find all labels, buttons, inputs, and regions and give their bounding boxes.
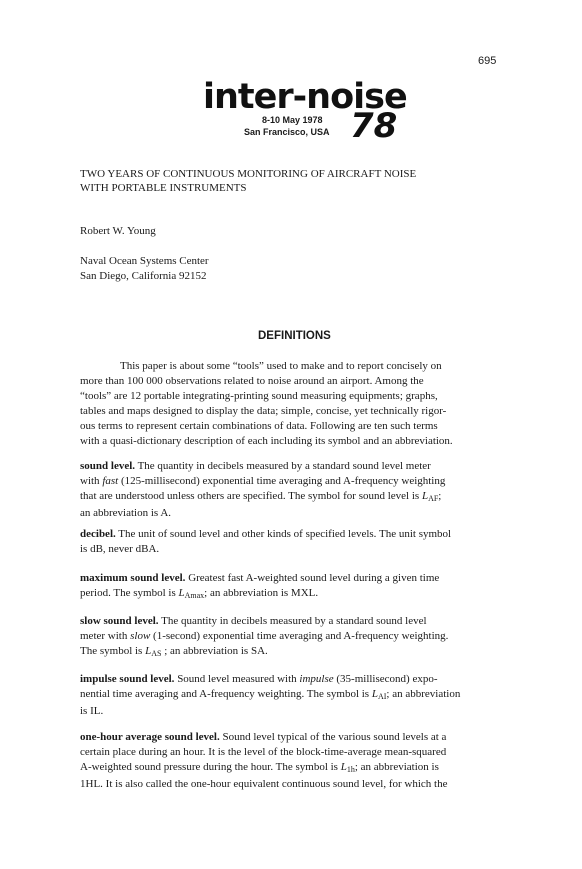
definition-text: (125-millisecond) exponential time averaging and A-frequency weighting bbox=[118, 475, 446, 487]
definition-emphasis: impulse bbox=[299, 673, 334, 685]
symbol: L bbox=[178, 587, 185, 599]
conference-year-mark: 78 bbox=[350, 106, 398, 146]
title-line: WITH PORTABLE INSTRUMENTS bbox=[80, 182, 247, 194]
symbol: L bbox=[340, 761, 347, 773]
definition-text: ; an abbreviation is MXL. bbox=[204, 587, 319, 599]
definition-text: Sound level typical of the various sound levels at a bbox=[219, 731, 447, 743]
definition-text: ; an abbreviation is SA. bbox=[161, 645, 268, 657]
definition-text: Sound level measured with bbox=[174, 673, 300, 685]
symbol-subscript: AF bbox=[428, 494, 439, 503]
definition-maximum-sound-level bbox=[80, 571, 502, 603]
definition-text: period. The symbol is bbox=[80, 587, 179, 599]
definition-text: The quantity in decibels measured by a standard sound level bbox=[158, 615, 427, 627]
definition-text: The quantity in decibels measured by a standard sound level meter bbox=[135, 460, 431, 472]
definition-text: The unit of sound level and other kinds of specified levels. The unit symbol bbox=[115, 528, 452, 540]
definition-emphasis: fast bbox=[102, 475, 119, 487]
symbol: L bbox=[421, 490, 429, 502]
definition-text: an abbreviation is A. bbox=[80, 507, 172, 519]
definition-text: is dB, never dBA. bbox=[80, 543, 160, 555]
affiliation bbox=[80, 254, 209, 284]
definition-sound-level bbox=[80, 459, 502, 521]
definition-slow-sound-level bbox=[80, 614, 502, 661]
text-line: tables and maps designed to display the data; simple, concise, yet technically rigor- bbox=[80, 405, 447, 417]
text-line: This paper is about some “tools” used to make and to report concisely on bbox=[120, 360, 442, 372]
conference-logo-wordmark: inter-noise bbox=[203, 77, 407, 117]
page-number: 695 bbox=[478, 55, 497, 67]
definition-text: nential time averaging and A-frequency weighting. The symbol is bbox=[80, 688, 372, 700]
symbol-subscript: AS bbox=[151, 649, 162, 658]
conference-location: San Francisco, USA bbox=[244, 127, 330, 137]
definition-term: one-hour average sound level. bbox=[80, 731, 220, 743]
definition-text: with bbox=[80, 475, 103, 487]
definition-text: ; bbox=[438, 490, 442, 502]
symbol-subscript: 1h bbox=[346, 765, 355, 774]
definition-term: decibel. bbox=[80, 528, 116, 540]
symbol-subscript: Amax bbox=[184, 591, 205, 600]
definition-term: sound level. bbox=[80, 460, 136, 472]
definition-text: (35-millisecond) expo- bbox=[333, 673, 438, 685]
definition-text: ; an abbreviation is bbox=[354, 761, 439, 773]
definition-text: 1HL. It is also called the one-hour equivalent continuous sound level, for which the bbox=[80, 778, 448, 790]
symbol-subscript: AI bbox=[377, 692, 387, 701]
section-heading: DEFINITIONS bbox=[258, 330, 331, 342]
definition-emphasis: slow bbox=[130, 630, 151, 642]
symbol: L bbox=[145, 645, 152, 657]
affiliation-line: Naval Ocean Systems Center bbox=[80, 255, 209, 267]
definition-text: that are understood unless others are specified. The symbol for sound level is bbox=[80, 490, 422, 502]
conference-dates: 8-10 May 1978 bbox=[262, 115, 323, 125]
definition-text: is IL. bbox=[80, 705, 104, 717]
definition-text: The symbol is bbox=[80, 645, 146, 657]
paper-title bbox=[80, 167, 416, 195]
definition-term: impulse sound level. bbox=[80, 673, 175, 685]
definition-impulse-sound-level bbox=[80, 672, 502, 719]
definition-text: A-weighted sound pressure during the hour. The symbol is bbox=[80, 761, 341, 773]
text-line: with a quasi-dictionary description of each including its symbol and an abbreviation. bbox=[80, 435, 453, 447]
definition-term: maximum sound level. bbox=[80, 572, 186, 584]
symbol: L bbox=[371, 688, 378, 700]
title-line: TWO YEARS OF CONTINUOUS MONITORING OF AIRCRAFT NOISE bbox=[80, 168, 417, 180]
definition-one-hour-average bbox=[80, 730, 502, 792]
text-line: more than 100 000 observations related to noise around an airport. Among the bbox=[80, 375, 424, 387]
definition-text: ; an abbreviation bbox=[386, 688, 461, 700]
definition-term: slow sound level. bbox=[80, 615, 159, 627]
affiliation-line: San Diego, California 92152 bbox=[80, 270, 207, 282]
definition-decibel bbox=[80, 527, 502, 557]
definition-text: Greatest fast A-weighted sound level during a given time bbox=[185, 572, 440, 584]
definition-text: meter with bbox=[80, 630, 131, 642]
definition-text: certain place during an hour. It is the level of the block-time-average mean-squared bbox=[80, 746, 447, 758]
text-line: “tools” are 12 portable integrating-printing sound measuring equipments; graphs, bbox=[80, 390, 438, 402]
definition-text: (1-second) exponential time averaging and A-frequency weighting. bbox=[150, 630, 449, 642]
intro-paragraph bbox=[80, 359, 502, 449]
text-line: ous terms to represent certain combinations of data. Following are ten such terms bbox=[80, 420, 438, 432]
author-name: Robert W. Young bbox=[80, 225, 156, 237]
